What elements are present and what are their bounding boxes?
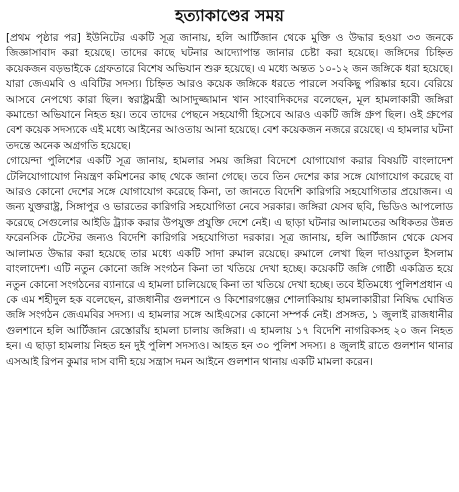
article-headline: হত্যাকাণ্ডের সময় xyxy=(175,6,284,25)
article-paragraph-1: [প্রথম পৃষ্ঠার পর] ইউনিটের একটি সূত্র জানায়, হলি আর্টিজান থেকে মুক্তি ও উদ্ধার হওয়া ৩৩ জনকে জিজ্ঞাসাবাদ করা হয়েছে। তাদের কাছে ঘটনার আদ্যোপান্ত জানার চেষ্টা করা হয়েছে। জঙ্গিদের চিহ্নিত কয়েকজন বড়ভাইকে গ্রেফতারে বিশেষ অভিযান শুরু হয়েছে। এ মধ্যে অন্তত ১০-১২ জন জঙ্গিকে ধরা হয়েছে। যারা জেএমবি ও এবিটির সদস্য। চিহ্নিত আরও কয়েক জঙ্গিকে ধরতে পারলে সবকিছু পরিষ্কার হবে। বেরিয়ে আসবে নেপথ্যে কারা ছিল। স্বরাষ্ট্রমন্ত্রী আসাদুজ্জামান খান সাংবাদিকদের বলেছেন, মূল হামলাকারী জঙ্গিরা কমান্ডো অভিযানে নিহত হয়। তবে তাদের পেছনে সহযোগী হিসেবে আরও একটি জঙ্গি গ্রুপ ছিল। ওই গ্রুপের বেশ কয়েক সদস্যকে এই মধ্যে আইনের আওতায় আনা হয়েছে। বেশ কয়েকজন নজরে রয়েছে। এ হামলার ঘটনা তদন্তে অনেক অগ্রগতি হয়েছে। xyxy=(6,32,453,152)
article-paragraph-2: গোয়েন্দা পুলিশের একটি সূত্র জানায়, হামলার সময় জঙ্গিরা বিদেশে যোগাযোগ করার বিষয়টি বাংলাদেশ টেলিযোগাযোগ নিয়ন্ত্রণ কমিশনের কাছ থেকে জানা গেছে। তবে তিন দেশের কার সঙ্গে যোগাযোগ করেছে বা আরও কোনো দেশের সঙ্গে যোগাযোগ করেছে কিনা, তা জানতে বিদেশি কারিগরি সহযোগিতার প্রয়োজন। এ জন্য যুক্তরাষ্ট্র, সিঙ্গাপুর ও ভারতের কারিগরি সহযোগিতা নেবে সরকার। জঙ্গিরা যেসব ছবি, ভিডিও আপলোড করেছে সেগুলোর আইডি ট্র্যাক করার উপযুক্ত প্রযুক্তি দেশে নেই। এ ছাড়া ঘটনার আলামতের অধিকতর উন্নত ফরেনসিক টেস্টের জন্যও বিদেশি কারিগরি সহযোগিতা দরকার। সূত্র জানায়, হলি আর্টিজান থেকে যেসব আলামত উদ্ধার করা হয়েছে তার মধ্যে একটি সাদা রুমাল রয়েছে। রুমালে লেখা ছিল দাওয়াতুল ইসলাম বাংলাদেশ। এটি নতুন কোনো জঙ্গি সংগঠন কিনা তা খতিয়ে দেখা হচ্ছে। কয়েকটি জঙ্গি গোষ্ঠী একত্রিত হয়ে নতুন কোনো সংগঠনের ব্যানারে এ হামলা চালিয়েছে কিনা তা খতিয়ে দেখা হচ্ছে। তবে ইতিমধ্যে পুলিশপ্রধান এ কে এম শহীদুল হক বলেছেন, রাজধানীর গুলশানে ও কিশোরগঞ্জের শোলাকিয়ায় হামলাকারীরা নিষিদ্ধ ঘোষিত জঙ্গি সংগঠন জেএমবির সদস্য। এ হামলার সঙ্গে আইএসের কোনো সম্পর্ক নেই। প্রসঙ্গত, ১ জুলাই রাজধানীর গুলশানে হলি আর্টিজান রেস্তোরাঁয় হামলা চালায় জঙ্গিরা। এ হামলায় ১৭ বিদেশি নাগরিকসহ ২০ জন নিহত হন। এ ছাড়া হামলায় নিহত হন দুই পুলিশ সদস্যও। আহত হন ৩০ পুলিশ সদস্য। ৪ জুলাই রাতে গুলশান থানার এসআই রিপন কুমার দাস বাদী হয়ে সন্ত্রাস দমন আইনে গুলশান থানায় একটি মামলা করেন। xyxy=(6,155,453,368)
